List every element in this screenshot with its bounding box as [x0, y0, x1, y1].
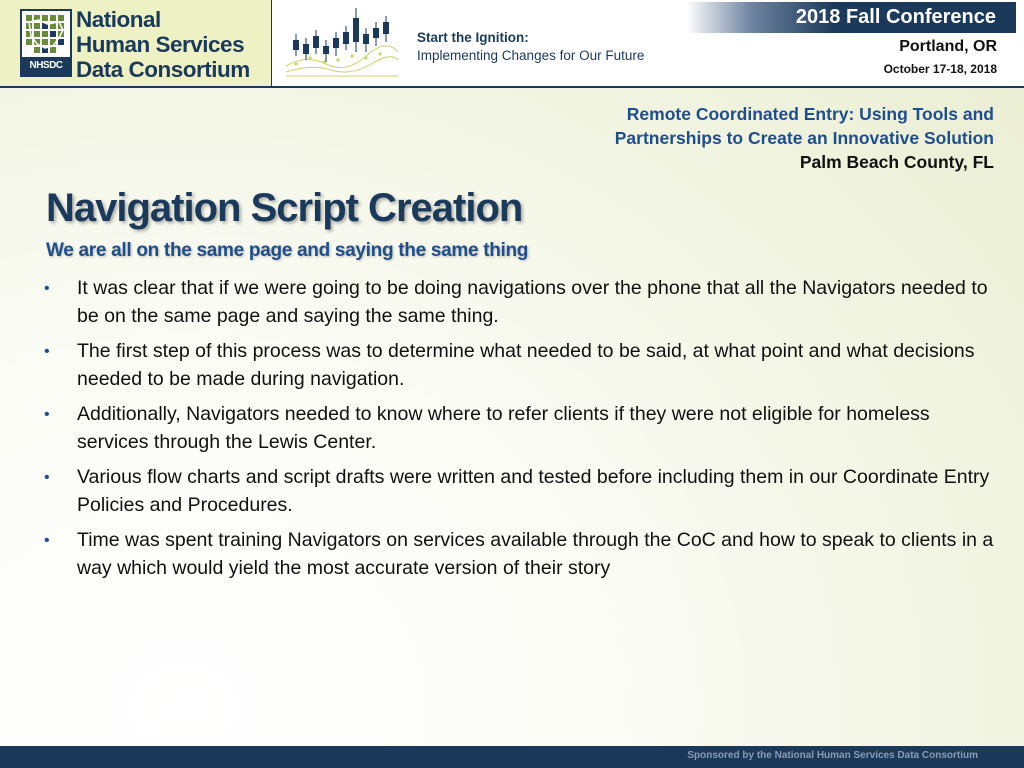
org-name-line-3: Data Consortium: [76, 57, 250, 82]
bullet-item: [44, 338, 994, 393]
bullet-dot-icon: •: [44, 532, 50, 549]
bullet-dot-icon: •: [44, 343, 50, 360]
session-info: [615, 102, 994, 174]
session-title-line-2: Partnerships to Create an Innovative Solution: [614, 128, 994, 148]
conference-banner: [686, 2, 1016, 33]
session-county: Palm Beach County, FL: [799, 152, 994, 172]
slide-subtitle: We are all on the same page and saying the same thing: [46, 240, 529, 261]
conference-title: 2018 Fall Conference: [795, 6, 996, 28]
bullet-text: Time was spent training Navigators on services available through the CoC and how to speak to clients in a way which would yield the most accurate version of their story: [77, 529, 994, 579]
logo-area: [0, 0, 272, 86]
tagline-line-2: Implementing Changes for Our Future: [417, 48, 645, 63]
tagline-line-1: Start the Ignition:: [417, 30, 529, 45]
logo-acronym: NHSDC: [22, 57, 70, 75]
bullet-list: [44, 275, 994, 590]
bullet-dot-icon: •: [44, 406, 50, 423]
footer-bar: [0, 746, 1024, 768]
grid-map-icon: [25, 14, 67, 56]
bullet-text: It was clear that if we were going to be doing navigations over the phone that all the Navigators needed to be on the same page and saying the same thing.: [77, 277, 988, 327]
bullet-item: [44, 275, 994, 330]
org-name: [76, 7, 250, 82]
slide-title: Navigation Script Creation: [46, 186, 523, 230]
bullet-item: [44, 464, 994, 519]
bullet-item: [44, 401, 994, 456]
tagline: [417, 29, 644, 65]
header-bar: [0, 0, 1024, 88]
org-name-line-1: National: [76, 7, 161, 32]
bullet-dot-icon: •: [44, 469, 50, 486]
conference-location: Portland, OR: [899, 38, 997, 55]
bullet-text: Various flow charts and script drafts were written and tested before including them in our Coordinate Entry Policies and Procedures.: [77, 466, 990, 516]
bullet-text: The first step of this process was to determine what needed to be said, at what point and what decisions needed to be made during navigation.: [77, 340, 975, 390]
candlestick-chart-icon: [286, 6, 398, 82]
bullet-item: [44, 527, 994, 582]
footer-sponsor: Sponsored by the National Human Services Data Consortium: [687, 750, 978, 761]
conference-dates: October 17-18, 2018: [883, 62, 997, 76]
us-map-logo-icon: [20, 9, 72, 77]
session-title-line-1: Remote Coordinated Entry: Using Tools and: [626, 104, 994, 124]
org-name-line-2: Human Services: [76, 32, 245, 57]
bullet-dot-icon: •: [44, 280, 50, 297]
bullet-text: Additionally, Navigators needed to know where to refer clients if they were not eligible for homeless services through the Lewis Center.: [77, 403, 930, 453]
